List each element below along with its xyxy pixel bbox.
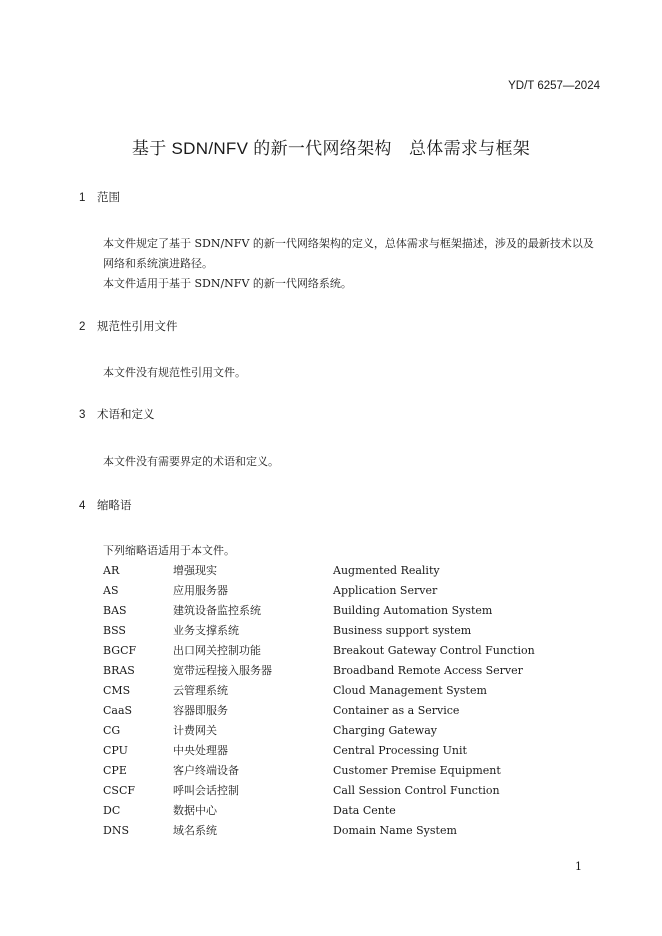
chinese-term: 应用服务器 <box>173 584 228 597</box>
abbreviation: BGCF <box>103 644 137 657</box>
english-term: Container as a Service <box>333 704 460 717</box>
abbreviation-row <box>103 721 535 741</box>
abbreviation-row <box>103 821 535 841</box>
abbreviation-row <box>103 581 535 601</box>
chinese-term: 建筑设备监控系统 <box>173 604 261 617</box>
abbreviation: CMS <box>103 684 131 697</box>
abbreviation-list <box>103 561 535 841</box>
chinese-term: 计费网关 <box>173 724 217 737</box>
abbreviation-row <box>103 641 535 661</box>
abbreviation-row <box>103 681 535 701</box>
chinese-term: 数据中心 <box>173 804 217 817</box>
abbreviation: BAS <box>103 604 127 617</box>
abbreviation: CaaS <box>103 704 133 717</box>
paragraph: 本文件没有需要界定的术语和定义。 <box>103 455 279 468</box>
section-number: 1 <box>79 192 86 204</box>
chinese-term: 呼叫会话控制 <box>173 784 239 797</box>
section-1-body <box>81 234 601 294</box>
abbreviation: CPU <box>103 744 128 757</box>
section-number: 4 <box>79 500 86 512</box>
english-term: Augmented Reality <box>333 564 440 577</box>
section-4-heading <box>79 497 132 513</box>
section-number: 2 <box>79 321 86 333</box>
english-term: Business support system <box>333 624 472 637</box>
abbreviation-row <box>103 621 535 641</box>
abbreviation-row <box>103 561 535 581</box>
abbreviation-row <box>103 781 535 801</box>
document-title: 基于 SDN/NFV 的新一代网络架构 总体需求与框架 <box>131 139 531 158</box>
abbreviation-row <box>103 601 535 621</box>
chinese-term: 业务支撑系统 <box>173 624 239 637</box>
english-term: Cloud Management System <box>333 684 487 697</box>
section-3-heading <box>79 406 155 422</box>
page-number: 1 <box>575 860 582 873</box>
section-4-intro <box>81 541 601 561</box>
paragraph: 本文件规定了基于 SDN/NFV 的新一代网络架构的定义，总体需求与框架描述，涉及的最新技术以及网络和系统演进路径。 <box>103 237 594 270</box>
chinese-term: 客户终端设备 <box>173 764 239 777</box>
section-3-body <box>81 452 601 472</box>
abbreviation-row <box>103 661 535 681</box>
abbreviation: CPE <box>103 764 127 777</box>
english-term: Charging Gateway <box>333 724 437 737</box>
section-number: 3 <box>79 409 86 421</box>
chinese-term: 域名系统 <box>173 824 217 837</box>
english-term: Domain Name System <box>333 824 457 837</box>
section-2-body <box>81 363 601 383</box>
english-term: Call Session Control Function <box>333 784 500 797</box>
abbreviation: BSS <box>103 624 126 637</box>
abbreviation-row <box>103 801 535 821</box>
section-2-heading <box>79 318 178 334</box>
abbreviation: CG <box>103 724 121 737</box>
english-term: Breakout Gateway Control Function <box>333 644 535 657</box>
abbreviation: AR <box>103 564 120 577</box>
paragraph: 本文件适用于基于 SDN/NFV 的新一代网络系统。 <box>103 277 352 290</box>
chinese-term: 出口网关控制功能 <box>173 644 261 657</box>
standard-number: YD/T 6257—2024 <box>508 80 600 92</box>
english-term: Broadband Remote Access Server <box>333 664 523 677</box>
chinese-term: 增强现实 <box>173 564 217 577</box>
abbreviation-row <box>103 701 535 721</box>
paragraph: 本文件没有规范性引用文件。 <box>103 366 246 379</box>
chinese-term: 宽带远程接入服务器 <box>173 664 272 677</box>
chinese-term: 容器即服务 <box>173 704 228 717</box>
english-term: Central Processing Unit <box>333 744 467 757</box>
section-title: 术语和定义 <box>97 409 155 421</box>
abbreviation: AS <box>103 584 119 597</box>
section-title: 范围 <box>97 192 120 204</box>
english-term: Application Server <box>333 584 438 597</box>
abbreviation: CSCF <box>103 784 136 797</box>
chinese-term: 中央处理器 <box>173 744 228 757</box>
abbreviation: DNS <box>103 824 129 837</box>
abbreviation-row <box>103 741 535 761</box>
section-title: 缩略语 <box>97 500 132 512</box>
chinese-term: 云管理系统 <box>173 684 228 697</box>
paragraph: 下列缩略语适用于本文件。 <box>103 544 235 557</box>
abbreviation-row <box>103 761 535 781</box>
english-term: Data Cente <box>333 804 396 817</box>
section-title: 规范性引用文件 <box>97 321 178 333</box>
english-term: Customer Premise Equipment <box>333 764 501 777</box>
section-1-heading <box>79 189 120 205</box>
abbreviation: DC <box>103 804 121 817</box>
english-term: Building Automation System <box>333 604 493 617</box>
abbreviation: BRAS <box>103 664 135 677</box>
